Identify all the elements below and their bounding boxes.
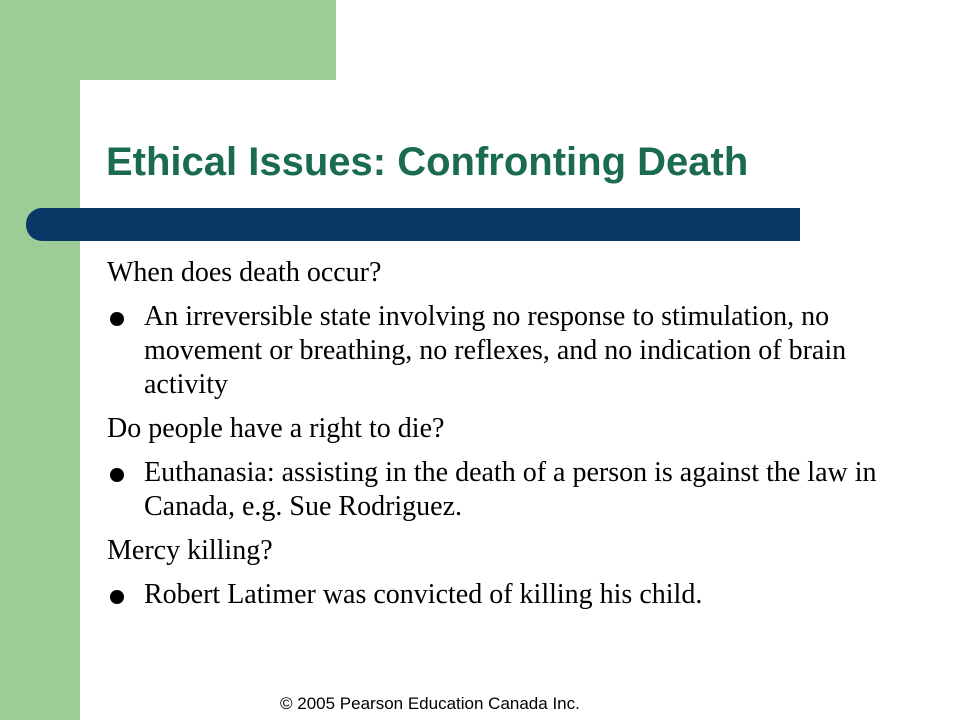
question-3: Mercy killing?	[107, 535, 273, 566]
question-2: Do people have a right to die?	[107, 413, 445, 444]
left-green-band	[0, 0, 80, 720]
bullet-item-2	[107, 456, 927, 524]
bullet-icon	[110, 590, 124, 604]
bullet-icon	[110, 468, 124, 482]
bullet-icon	[110, 312, 124, 326]
bullet-text: An irreversible state involving no response to stimulation, no movement or breathing, no reflexes, and no indication of brain activity	[144, 301, 847, 400]
slide-title: Ethical Issues: Confronting Death	[106, 140, 749, 184]
bullet-text: Euthanasia: assisting in the death of a person is against the law in Canada, e.g. Sue Rodriguez.	[144, 457, 877, 522]
bullet-item-3	[107, 578, 927, 612]
copyright-footer: © 2005 Pearson Education Canada Inc.	[280, 694, 580, 713]
bullet-text: Robert Latimer was convicted of killing his child.	[144, 579, 703, 610]
top-green-band	[0, 0, 336, 80]
question-1: When does death occur?	[107, 257, 382, 288]
title-underline-bar	[26, 208, 800, 241]
slide-body	[107, 256, 927, 622]
bullet-item-1	[107, 300, 927, 402]
